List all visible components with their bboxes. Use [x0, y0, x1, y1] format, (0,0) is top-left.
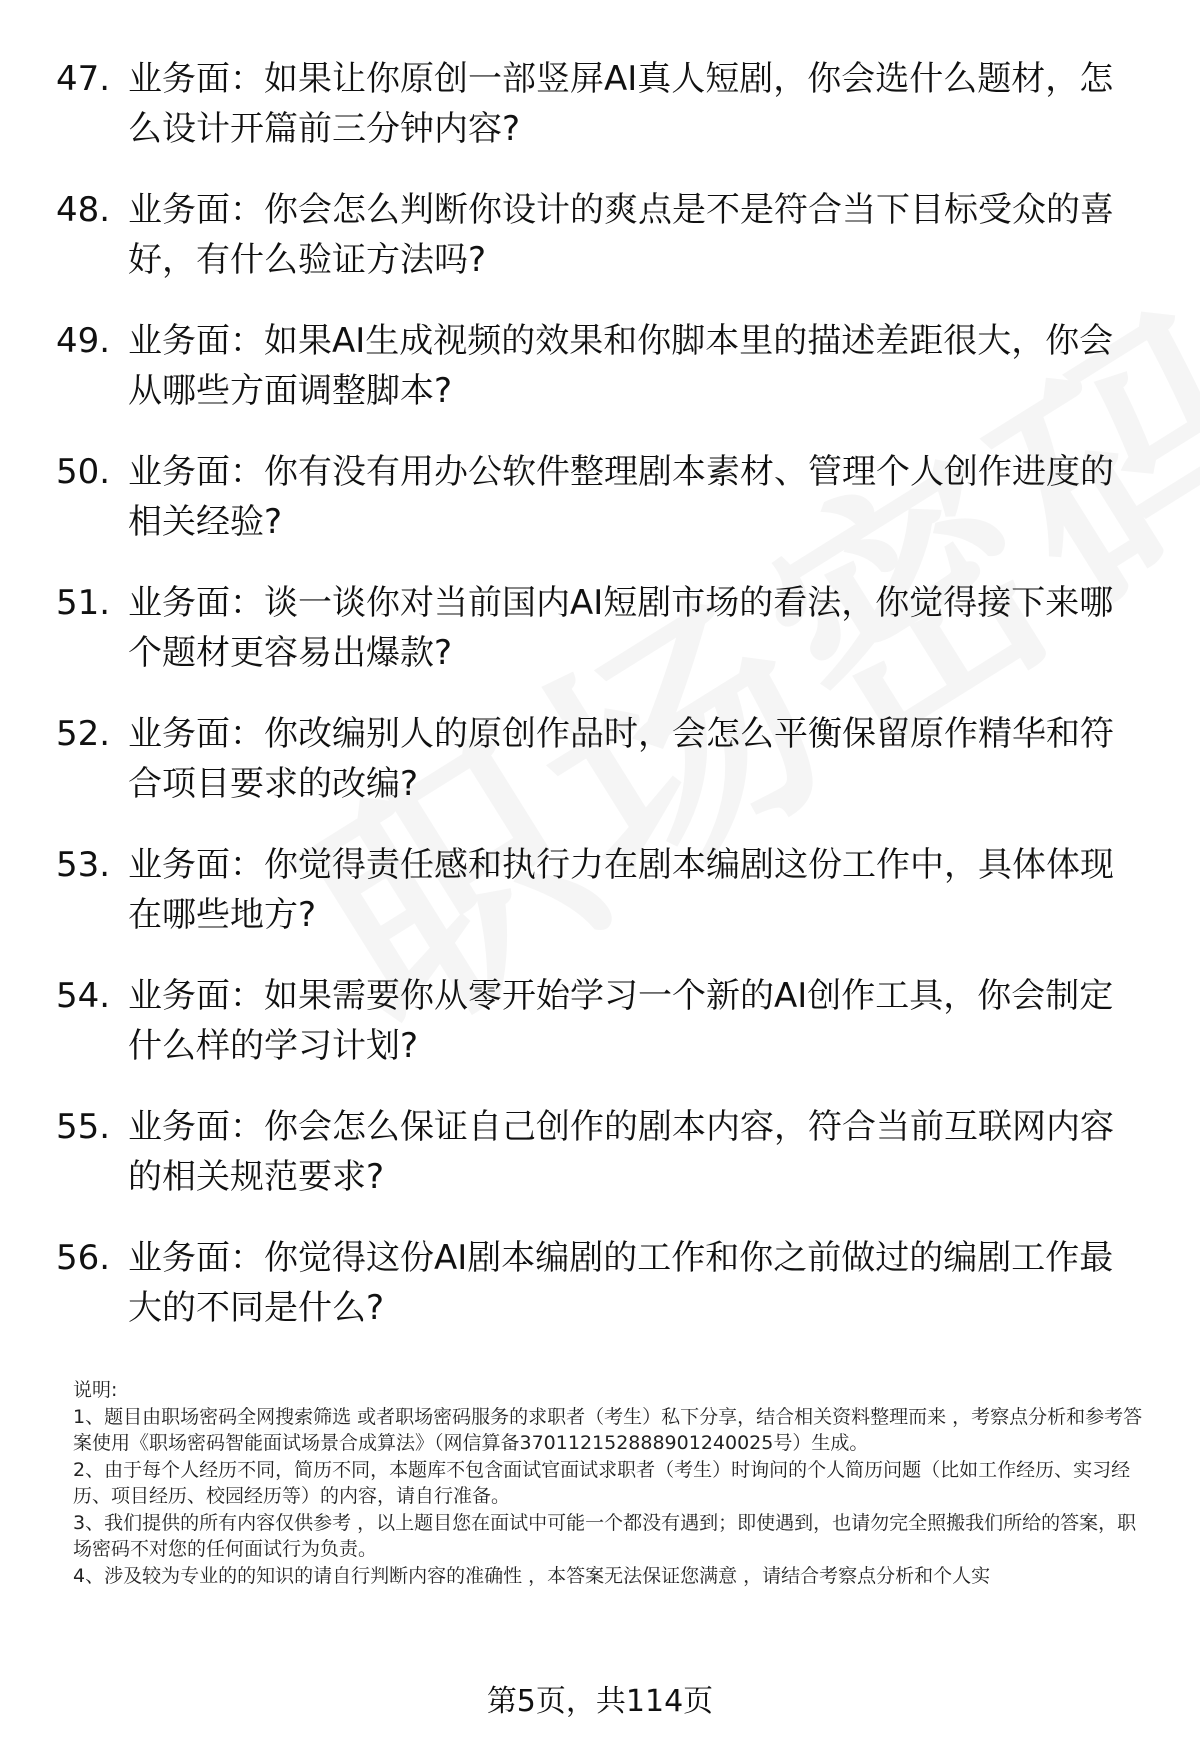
question-text: 业务面：谈一谈你对当前国内AI短剧市场的看法，你觉得接下来哪个题材更容易出爆款?: [128, 583, 1114, 673]
question-item: [0, 1102, 1200, 1233]
question-number: 55.: [56, 1107, 111, 1147]
question-number: 52.: [56, 714, 111, 754]
question-number: 50.: [56, 452, 111, 492]
question-number: 56.: [56, 1238, 111, 1278]
question-number: 53.: [56, 845, 111, 885]
question-text: 业务面：你会怎么保证自己创作的剧本内容，符合当前互联网内容的相关规范要求?: [128, 1107, 1114, 1197]
question-item: [0, 316, 1200, 447]
question-item: [0, 971, 1200, 1102]
note-item: 1、题目由职场密码全网搜索筛选 或者职场密码服务的求职者（考生）私下分享，结合相关资料整理而来 ，考察点分析和参考答案使用《职场密码智能面试场景合成算法》（网信算备370112152888901240025号）生成。: [73, 1405, 1143, 1454]
question-number: 47.: [56, 59, 111, 99]
question-item: [0, 578, 1200, 709]
note-item: 3、我们提供的所有内容仅供参考 ，以上题目您在面试中可能一个都没有遇到；即使遇到，也请勿完全照搬我们所给的答案，职场密码不对您的任何面试行为负责。: [73, 1511, 1137, 1560]
question-number: 49.: [56, 321, 111, 361]
question-number: 54.: [56, 976, 111, 1016]
notes-section: [73, 1377, 1148, 1589]
page-footer: 第5页，共114页: [486, 1684, 714, 1719]
question-text: 业务面：你改编别人的原创作品时，会怎么平衡保留原作精华和符合项目要求的改编?: [128, 714, 1114, 804]
question-list: [0, 54, 1200, 1364]
question-text: 业务面：你会怎么判断你设计的爽点是不是符合当下目标受众的喜好，有什么验证方法吗?: [128, 190, 1114, 280]
question-number: 51.: [56, 583, 111, 623]
note-item: 2、由于每个人经历不同，简历不同，本题库不包含面试官面试求职者（考生）时询问的个人简历问题（比如工作经历、实习经历、项目经历、校园经历等）的内容，请自行准备。: [73, 1458, 1131, 1507]
question-item: [0, 1233, 1200, 1364]
question-text: 业务面：如果需要你从零开始学习一个新的AI创作工具，你会制定什么样的学习计划?: [128, 976, 1114, 1066]
notes-heading: 说明:: [73, 1379, 118, 1401]
question-text: 业务面：你有没有用办公软件整理剧本素材、管理个人创作进度的相关经验?: [128, 452, 1114, 542]
question-item: [0, 185, 1200, 316]
question-item: [0, 447, 1200, 578]
question-text: 业务面：你觉得责任感和执行力在剧本编剧这份工作中，具体体现在哪些地方?: [128, 845, 1114, 935]
question-text: 业务面：如果让你原创一部竖屏AI真人短剧，你会选什么题材，怎么设计开篇前三分钟内容?: [128, 59, 1114, 149]
question-item: [0, 54, 1200, 185]
note-item: 4、涉及较为专业的的知识的请自行判断内容的准确性 ，本答案无法保证您满意 ，请结合考察点分析和个人实: [73, 1564, 991, 1587]
question-item: [0, 709, 1200, 840]
question-item: [0, 840, 1200, 971]
question-number: 48.: [56, 190, 111, 230]
question-text: 业务面：你觉得这份AI剧本编剧的工作和你之前做过的编剧工作最大的不同是什么?: [128, 1238, 1114, 1328]
question-text: 业务面：如果AI生成视频的效果和你脚本里的描述差距很大，你会从哪些方面调整脚本?: [128, 321, 1114, 411]
